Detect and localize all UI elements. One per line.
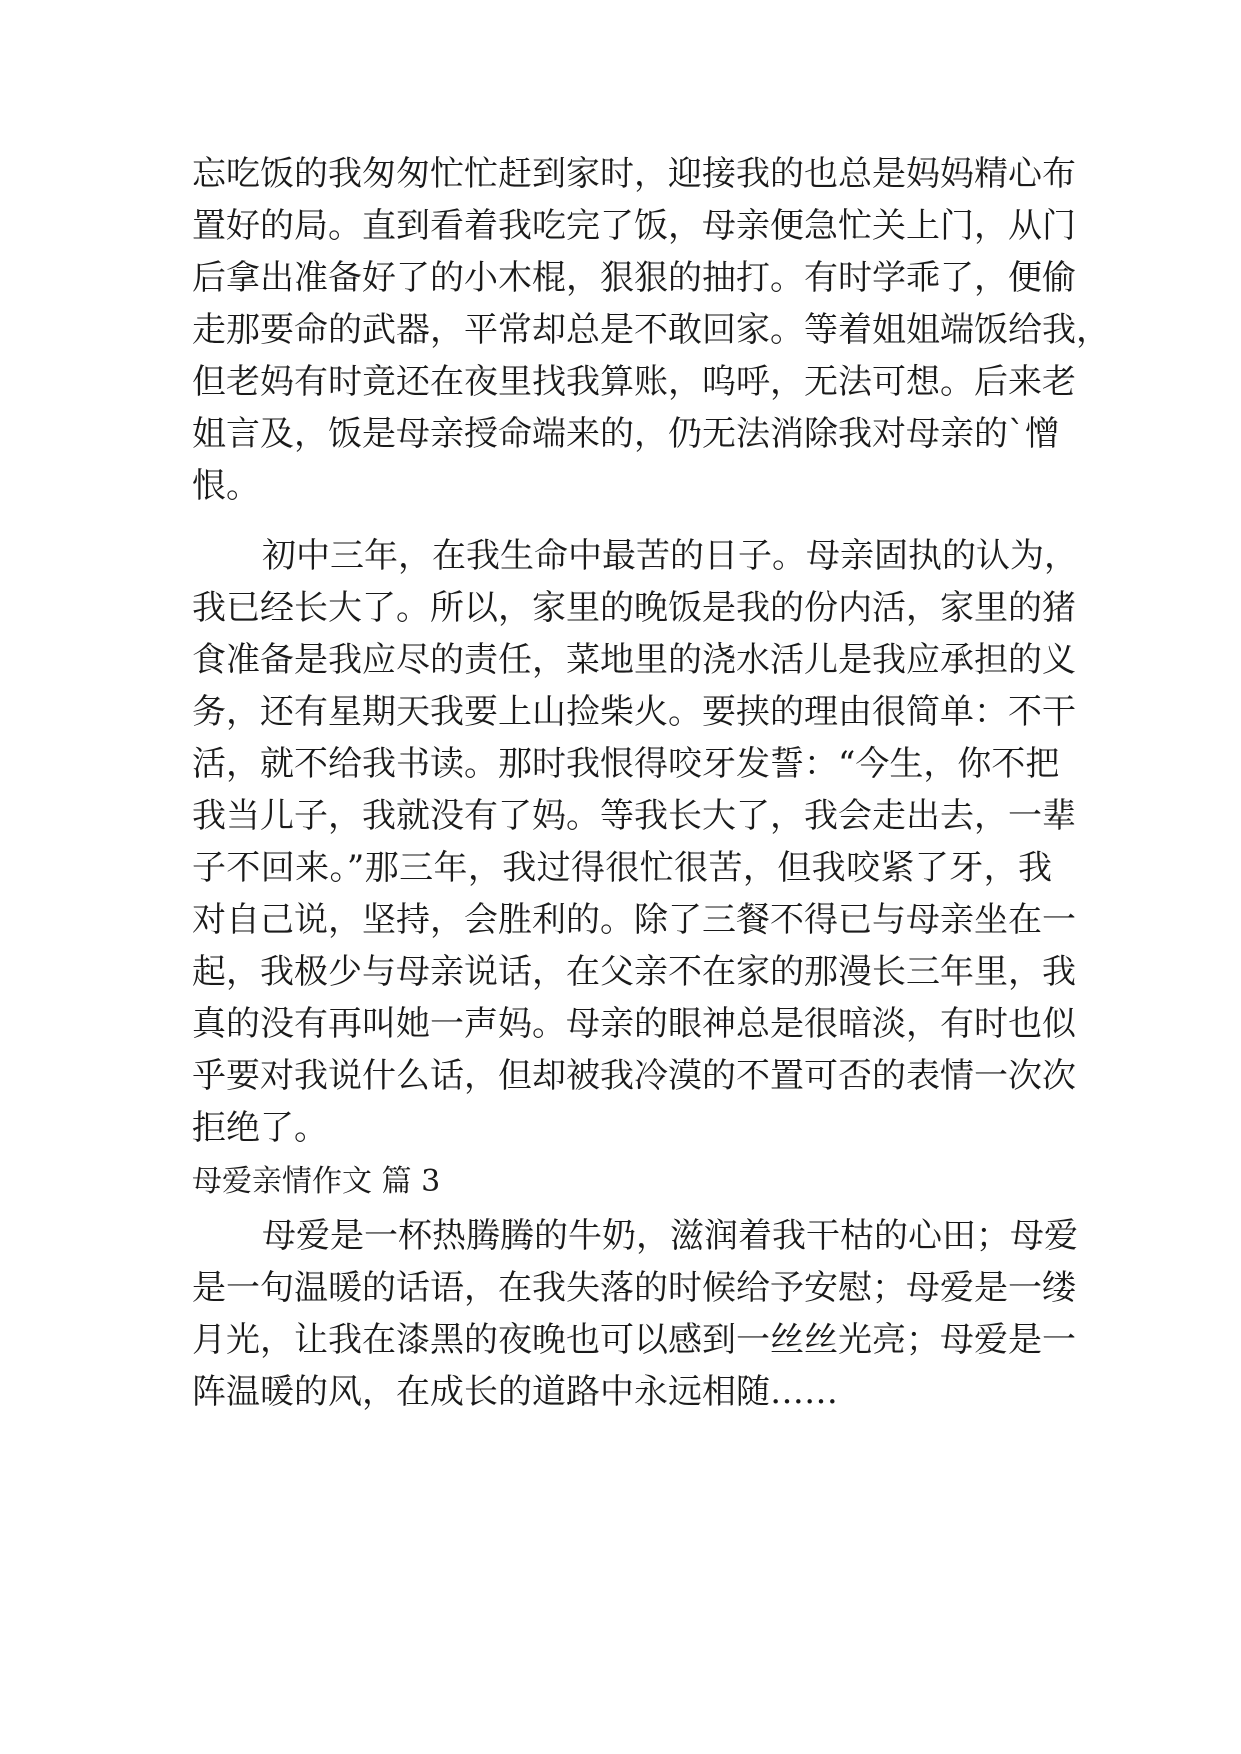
paragraph-line: 是一句温暖的话语，在我失落的时候给予安慰；母爱是一缕 xyxy=(192,1268,1076,1308)
paragraph-line: 月光，让我在漆黑的夜晚也可以感到一丝丝光亮；母爱是一 xyxy=(192,1320,1076,1360)
paragraph-line: 对自己说，坚持，会胜利的。除了三餐不得已与母亲坐在一 xyxy=(192,900,1076,940)
paragraph-line: 母爱是一杯热腾腾的牛奶，滋润着我干枯的心田；母爱 xyxy=(262,1216,1078,1256)
paragraph-line: 起，我极少与母亲说话，在父亲不在家的那漫长三年里，我 xyxy=(192,952,1076,992)
paragraph-line: 恨。 xyxy=(192,466,260,506)
paragraph-line: 置好的局。直到看着我吃完了饭，母亲便急忙关上门，从门 xyxy=(192,206,1076,246)
paragraph-line: 乎要对我说什么话，但却被我冷漠的不置可否的表情一次次 xyxy=(192,1056,1076,1096)
paragraph-line: 姐言及，饭是母亲授命端来的，仍无法消除我对母亲的`憎 xyxy=(192,414,1059,454)
paragraph-line: 初中三年，在我生命中最苦的日子。母亲固执的认为， xyxy=(262,536,1078,576)
paragraph-line: 活，就不给我书读。那时我恨得咬牙发誓：“今生，你不把 xyxy=(192,744,1060,784)
paragraph-line: 务，还有星期天我要上山捡柴火。要挟的理由很简单：不干 xyxy=(192,692,1076,732)
paragraph-line: 我已经长大了。所以，家里的晚饭是我的份内活，家里的猪 xyxy=(192,588,1076,628)
paragraph-line: 我当儿子，我就没有了妈。等我长大了，我会走出去，一辈 xyxy=(192,796,1076,836)
paragraph-line: 但老妈有时竟还在夜里找我算账，呜呼，无法可想。后来老 xyxy=(192,362,1076,402)
paragraph-line: 走那要命的武器，平常却总是不敢回家。等着姐姐端饭给我， xyxy=(192,310,1110,350)
paragraph-line: 真的没有再叫她一声妈。母亲的眼神总是很暗淡，有时也似 xyxy=(192,1004,1076,1044)
section-heading: 母爱亲情作文 篇 3 xyxy=(192,1164,441,1199)
paragraph-line: 阵温暖的风，在成长的道路中永远相随…… xyxy=(192,1372,838,1412)
paragraph-line: 拒绝了。 xyxy=(192,1108,328,1148)
paragraph-line: 忘吃饭的我匆匆忙忙赶到家时，迎接我的也总是妈妈精心布 xyxy=(192,154,1076,194)
paragraph-line: 食准备是我应尽的责任，菜地里的浇水活儿是我应承担的义 xyxy=(192,640,1076,680)
paragraph-line: 子不回来。”那三年，我过得很忙很苦，但我咬紧了牙，我 xyxy=(192,848,1052,888)
paragraph-line: 后拿出准备好了的小木棍，狠狠的抽打。有时学乖了，便偷 xyxy=(192,258,1076,298)
